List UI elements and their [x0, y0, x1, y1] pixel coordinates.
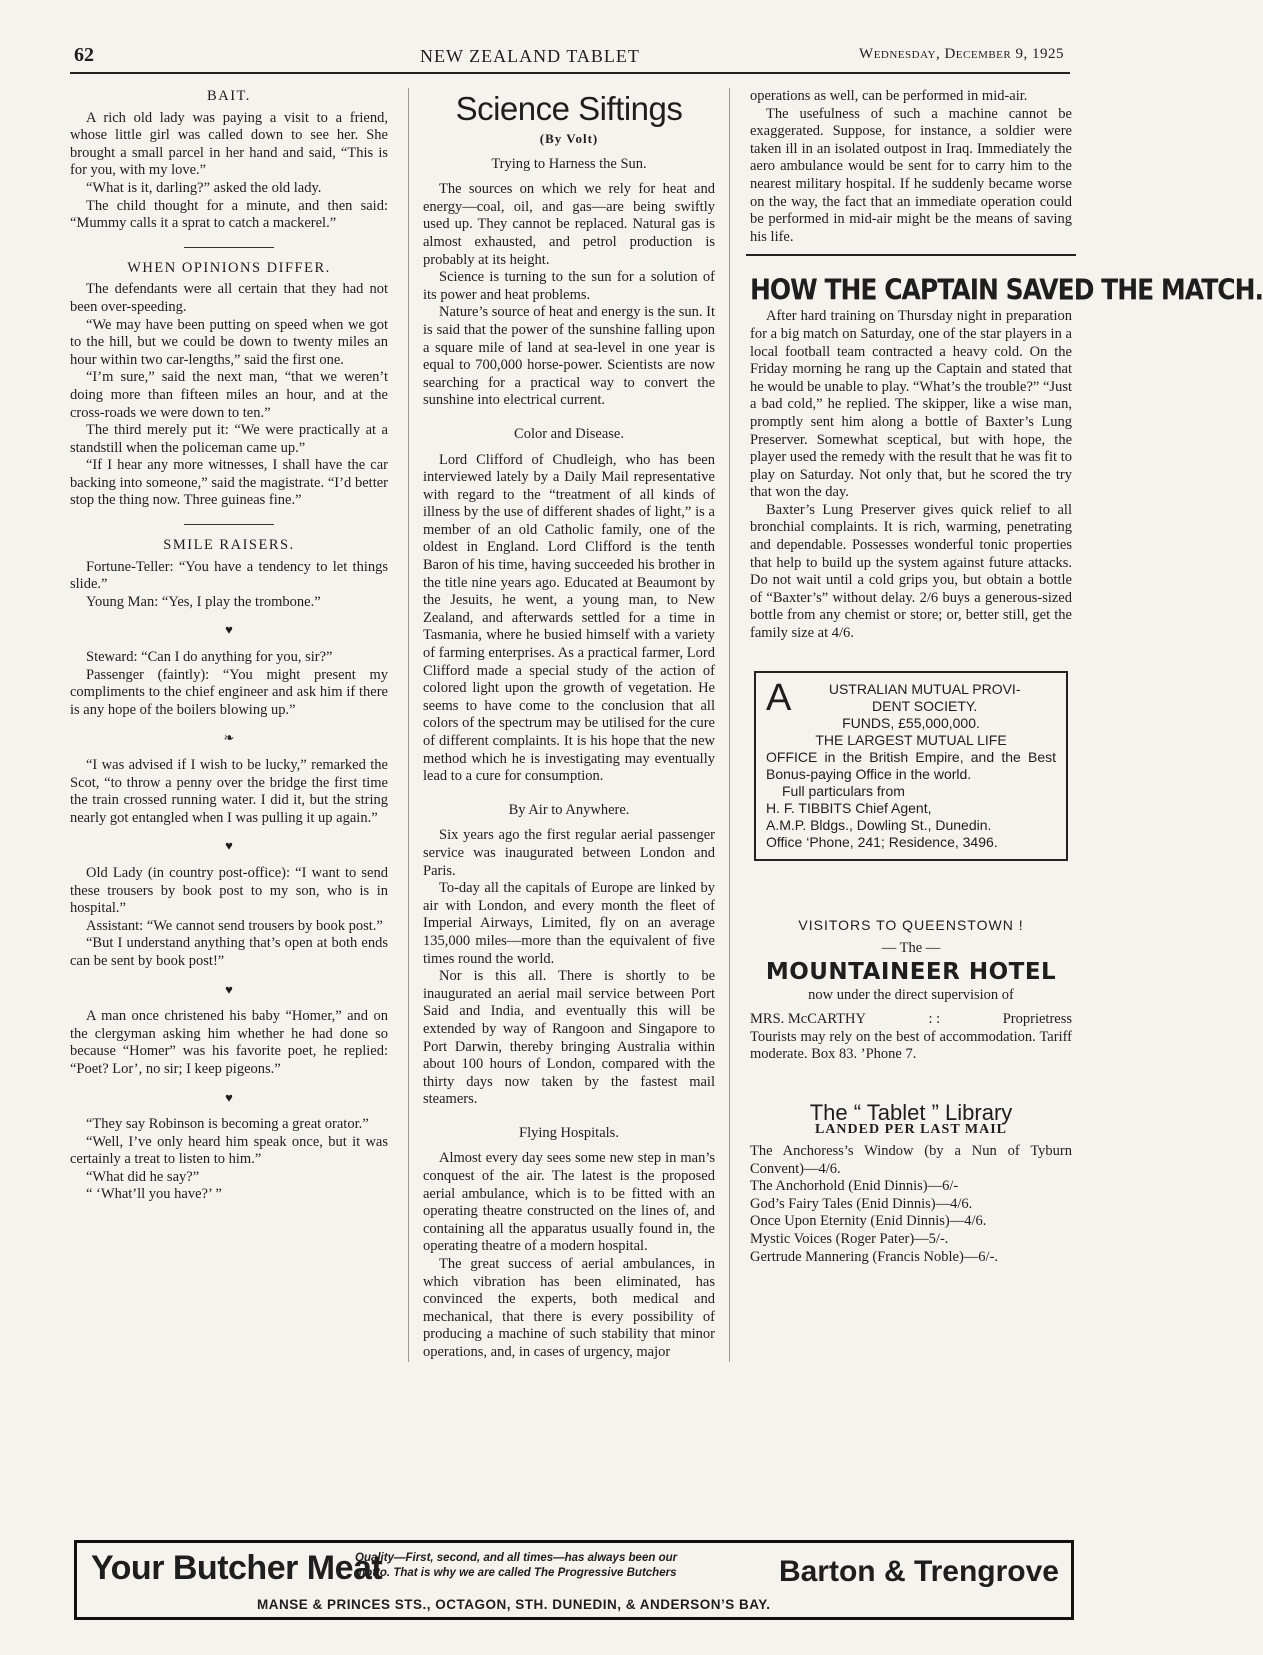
paragraph: Lord Clifford of Chudleigh, who has been interviewed lately by a Daily Mail representative with regard to the “treatment of all kinds of illness by the use of different shades of light,” is a member of an old Catholic family, one of the oldest in England. Lord Clifford is the tenth Baron of his time, having succeeded his brother in the title nine years ago. Educated at Beaumont by the Jesuits, he went, a young man, to New Zealand, and afterwards settled for a time in Tasmania, where he busied himself with a variety of farming enterprises. As a practical farmer, Lord Clifford made a special study of the action of colored light upon the growth of vegetation. He seems to have come to the conclusion that all colors of the spectrum may be utilised for the cure of different complaints. It is his hope that the new method which he is investigating may eventually lead to a cure for consumption. [423, 451, 715, 785]
ornament-icon: ♥ [225, 622, 233, 638]
paragraph: The defendants were all certain that they had not been over-speeding. [70, 281, 388, 315]
library-title: The “ Tablet ” Library [809, 1099, 1013, 1125]
paragraph: “What did he say?” [86, 1168, 200, 1185]
amp-phone: Office ‘Phone, 241; Residence, 3496. [766, 833, 998, 850]
library-book: Once Upon Eternity (Enid Dinnis)—4/6. [750, 1213, 987, 1230]
drop-cap: A [766, 676, 792, 719]
amp-largest: THE LARGEST MUTUAL LIFE [815, 731, 1007, 748]
bait-heading: BAIT. [207, 88, 251, 104]
hotel-proprietor-sep: : : [928, 1011, 941, 1027]
hotel-the: — The — [881, 940, 941, 957]
paragraph: “I’m sure,” said the next man, “that we weren’t doing more than fifteen miles an hour, and at the cross-roads we were down to ten.” [70, 369, 388, 421]
butcher-headline: Your Butcher Meat [91, 1549, 383, 1587]
paragraph: Fortune-Teller: “You have a tendency to let things slide.” [70, 558, 388, 593]
paragraph: “They say Robinson is becoming a great orator.” [86, 1116, 369, 1133]
amp-line1: USTRALIAN MUTUAL PROVI- [828, 680, 1021, 697]
color-disease-heading: Color and Disease. [514, 425, 624, 442]
paragraph: Almost every day sees some new step in man’s conquest of the air. The latest is the proposed aerial ambulance, which is to be fitted with an operating theatre constructed on the lines of, and containing all the apparatus usually found in, the operating theatre of a modern hospital. [423, 1150, 715, 1255]
amp-agent: H. F. TIBBITS Chief Agent, [766, 799, 932, 816]
library-book: Gertrude Mannering (Francis Noble)—6/-. [750, 1248, 999, 1265]
paragraph: Assistant: “We cannot send trousers by book post.” [86, 917, 383, 934]
hotel-supervision: now under the direct supervision of [808, 987, 1014, 1004]
hotel-proprietor-row [750, 1011, 1072, 1029]
flying-hospitals-heading: Flying Hospitals. [519, 1124, 619, 1141]
butcher-motto-line2: motto. That is why we are called The Progressive Butchers [355, 1567, 677, 1579]
paragraph: “But I understand anything that’s open at both ends can be sent by book post!” [70, 935, 388, 969]
paragraph: A rich old lady was paying a visit to a friend, whose little girl was called down to see her. She brought a small parcel in her hand and said, “This is for you, with my love.” [70, 109, 388, 179]
amp-society-advert [754, 671, 1068, 861]
paragraph: The usefulness of such a machine cannot be exaggerated. Suppose, for instance, a soldier were taken ill in an isolated outpost in Iraq. Immediately the aero ambulance would be sent for to carry him to the nearest military hospital. If he suddenly became worse on the way, the fact that an immediate operation could be performed in mid-air might be the means of saving his life. [750, 105, 1072, 245]
smile-raisers-heading: SMILE RAISERS. [163, 537, 295, 554]
air-heading: By Air to Anywhere. [508, 801, 630, 818]
library-subtitle: LANDED PER LAST MAIL [814, 1122, 1008, 1138]
paragraph: Six years ago the first regular aerial passenger service was inaugurated between London and Paris. [423, 827, 715, 879]
library-book: The Anchoress’s Window (by a Nun of Tyburn Convent)—4/6. [750, 1142, 1072, 1177]
paragraph: A man once christened his baby “Homer,” and on the clergyman asking him whether he had done so because “Homer” was his favorite poet, he replied: “Poet? Lor’, no sir; I keep pigeons.” [70, 1008, 388, 1077]
paragraph: “ ‘What’ll you have?’ ” [86, 1186, 222, 1203]
science-siftings-title: Science Siftings [455, 90, 683, 127]
page-number: 62 [74, 44, 94, 66]
paragraph: “Well, I’ve only heard him speak once, but it was certainly a treat to listen to him.” [70, 1133, 388, 1168]
paragraph: “What is it, darling?” asked the old lady. [86, 179, 322, 196]
paragraph: After hard training on Thursday night in preparation for a big match on Saturday, one of the star players in a local football team contracted a heavy cold. On the Friday morning he rang up the Captain and stated that he would be unable to play. “What’s the trouble?” “Just a bad cold,” he replied. The skipper, like a wise man, promptly sent him along a bottle of Baxter’s Lung Preserver. Somewhat sceptical, but with hope, the player used the remedy with the result that he was fit to play on Saturday. Not only that, but he scored the try that won the day. [750, 308, 1072, 501]
opinions-heading: WHEN OPINIONS DIFFER. [127, 259, 331, 276]
column-3 [750, 88, 1263, 1266]
paragraph: “If I hear any more witnesses, I shall have the car backing into someone,” said the magistrate. “I’d better stop the thing now. Three guineas fine.” [70, 457, 388, 509]
butcher-motto-line1: Quality—First, second, and all times—has always been our [355, 1552, 678, 1564]
column-1 [70, 88, 388, 1204]
sun-heading: Trying to Harness the Sun. [491, 155, 647, 172]
amp-funds: FUNDS, £55,000,000. [842, 714, 980, 731]
captain-headline: HOW THE CAPTAIN SAVED THE MATCH. [750, 273, 1263, 307]
library-book: Mystic Voices (Roger Pater)—5/-. [750, 1230, 949, 1247]
ornament-icon: ♥ [225, 838, 233, 854]
byline: (By Volt) [539, 131, 599, 146]
butcher-address: MANSE & PRINCES STS., OCTAGON, STH. DUNEDIN, & ANDERSON’S BAY. [257, 1597, 771, 1612]
paragraph: Passenger (faintly): “You might present my compliments to the chief engineer and ask him if there is any hope of the boilers blowing up.” [70, 666, 388, 718]
paragraph: Old Lady (in country post-office): “I want to send these trousers by book post to my son, who is in hospital.” [70, 864, 388, 917]
paragraph: The third merely put it: “We were practically at a standstill when the policeman came up.” [70, 422, 388, 456]
divider [184, 247, 274, 248]
paragraph: To-day all the capitals of Europe are linked by air with London, and every month the fleet of Imperial Airways, Limited, fly on an average 135,000 miles—more than the equivalent of five times round the world. [423, 880, 715, 967]
amp-line2: DENT SOCIETY. [872, 697, 978, 714]
newspaper-title: NEW ZEALAND TABLET [420, 46, 640, 66]
paragraph: operations as well, can be performed in mid-air. [750, 88, 1028, 104]
ornament-icon: ♥ [225, 981, 233, 997]
paragraph: The child thought for a minute, and then said: “Mummy calls it a sprat to catch a mackerel.” [70, 197, 388, 232]
paragraph: Baxter’s Lung Preserver gives quick relief to all bronchial complaints. It is rich, warming, penetrating and dependable. Possesses wonderful tonic properties that help to build up the system against future attacks. Do not wait until a cold grips you, but obtain a bottle of “Baxter’s” without delay. 2/6 buys a generous-sized bottle from any chemist or store; or, better still, get the family size at 4/6. [750, 501, 1072, 642]
hotel-visitors: VISITORS TO QUEENSTOWN ! [798, 916, 1024, 933]
ornament-icon: ♥ [225, 1089, 233, 1105]
column-2 [408, 88, 730, 1362]
butcher-brand: Barton & Trengrove [778, 1555, 1059, 1588]
hotel-proprietor-title: Proprietress [1002, 1011, 1072, 1027]
library-book: The Anchorhold (Enid Dinnis)—6/- [750, 1178, 959, 1195]
paragraph: “I was advised if I wish to be lucky,” remarked the Scot, “to throw a penny over the bridge the first time the train crossed running water. I did it, but the string nearly got entangled when I was pulling it up again.” [70, 757, 388, 826]
hotel-name: MOUNTAINEER HOTEL [765, 958, 1057, 985]
paragraph: The sources on which we rely for heat and energy—coal, oil, and gas—are being swiftly used up. They cannot be replaced. Natural gas is almost exhausted, and petrol production is probably at its height. [423, 181, 715, 268]
amp-full: Full particulars from [782, 782, 905, 799]
divider [746, 254, 1076, 256]
library-book: God’s Fairy Tales (Enid Dinnis)—4/6. [750, 1195, 973, 1212]
hotel-tourists: Tourists may rely on the best of accommodation. Tariff moderate. Box 83. ’Phone 7. [750, 1028, 1072, 1063]
issue-date: Wednesday, December 9, 1925 [859, 46, 1064, 62]
amp-body: OFFICE in the British Empire, and the Best Bonus-paying Office in the world. [766, 748, 1056, 782]
paragraph: Nature’s source of heat and energy is the sun. It is said that the power of the sunshine falling upon a square mile of land at sea-level in one year is equal to 700,000 horse-power. Scientists are now searching for a practical way to convert the sunshine into electrical current. [423, 304, 715, 409]
paragraph: Science is turning to the sun for a solution of its power and heat problems. [423, 269, 715, 303]
butcher-advert [74, 1540, 1074, 1620]
paragraph: Young Man: “Yes, I play the trombone.” [86, 593, 321, 610]
amp-address: A.M.P. Bldgs., Dowling St., Dunedin. [766, 816, 992, 833]
paragraph: Steward: “Can I do anything for you, sir?” [86, 649, 333, 666]
page-header [70, 40, 1070, 74]
butcher-motto [355, 1551, 735, 1581]
paragraph: The great success of aerial ambulances, in which vibration has been eliminated, has convinced the experts, both medical and mechanical, that there is every possibility of producing a machine of such stability that minor operations, and, in cases of urgency, major [423, 1256, 715, 1360]
paragraph: Nor is this all. There is shortly to be inaugurated an aerial mail service between Port Said and India, and eventually this will be extended by way of Rangoon and Singapore to Port Darwin, thereby bringing Australia within about 100 hours of London, compared with the thirty days now taken by the fastest mail steamers. [423, 968, 715, 1108]
paragraph: “We may have been putting on speed when we got to the hill, but we could be down to twenty miles an hour within two car-lengths,” said the first one. [70, 316, 388, 368]
divider [184, 524, 274, 525]
ornament-icon: ❧ [223, 730, 235, 746]
hotel-proprietor-name: MRS. McCARTHY [750, 1011, 866, 1027]
